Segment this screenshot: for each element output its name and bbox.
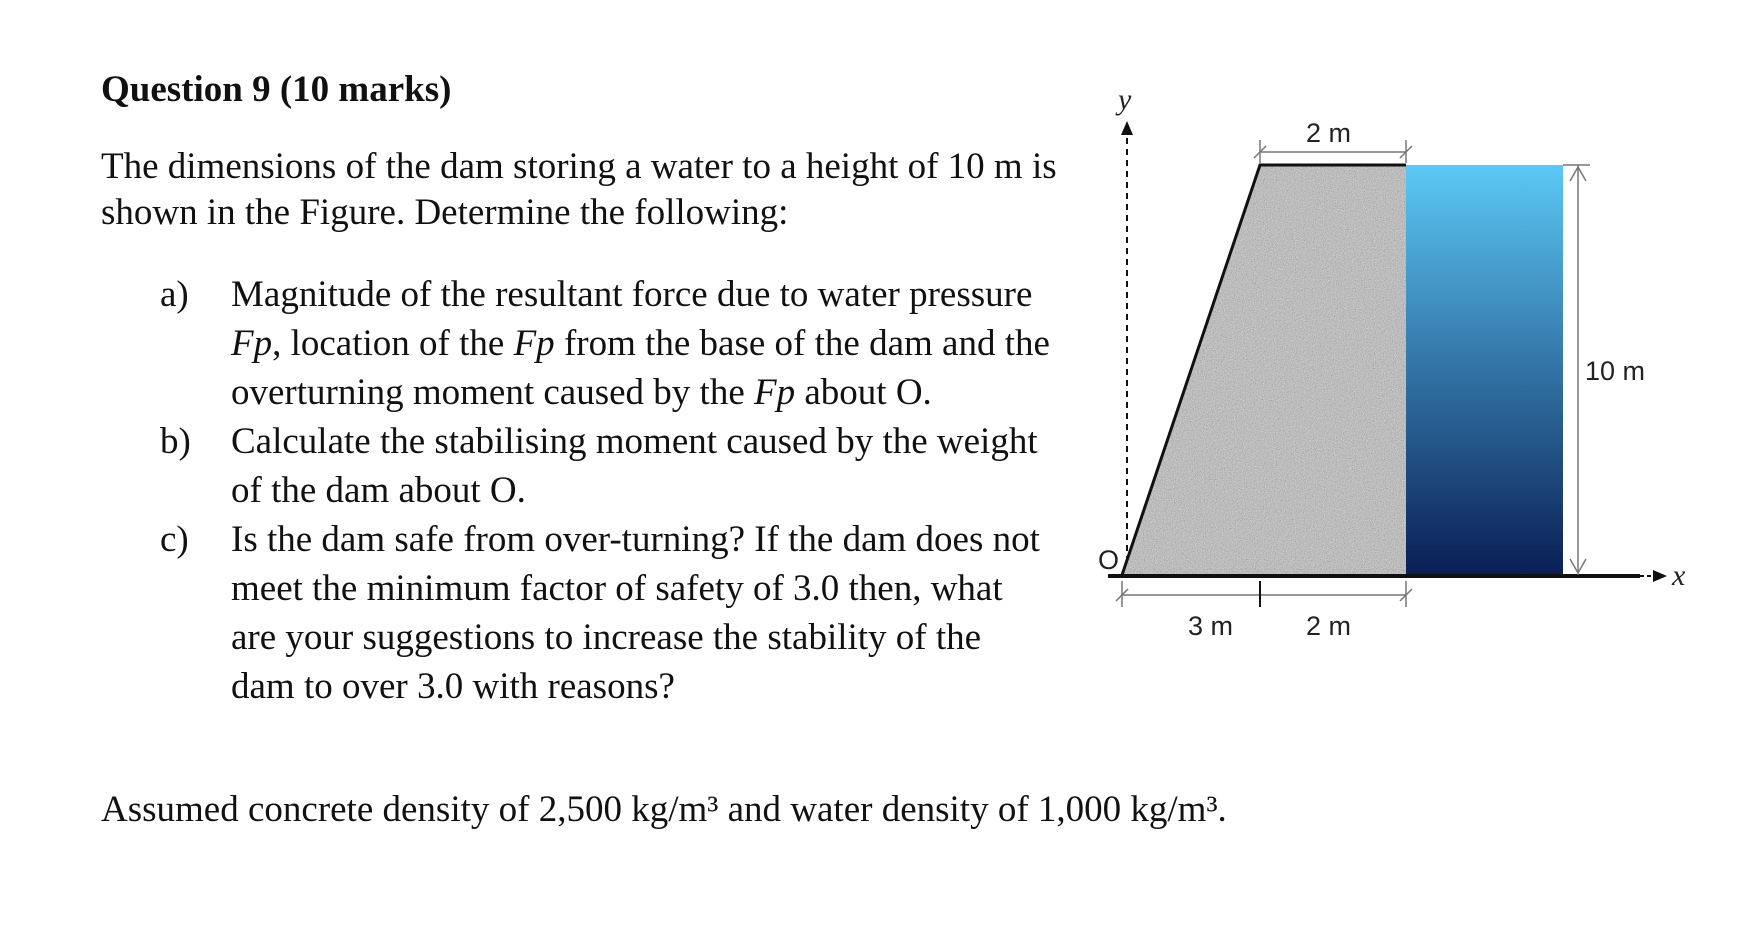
symbol-fp: Fp	[231, 323, 273, 364]
part-text	[231, 515, 1051, 711]
part-text	[231, 270, 1051, 417]
part-letter: a)	[160, 274, 189, 315]
question-intro: The dimensions of the dam storing a water to a height of 10 m is shown in the Figure. Determine the following:	[101, 146, 1057, 233]
y-axis-label: y	[1118, 85, 1132, 116]
height-label: 10 m	[1585, 356, 1646, 386]
part-letter: b)	[160, 421, 191, 462]
question-parts-list	[160, 270, 1060, 711]
symbol-fp: Fp	[513, 323, 555, 364]
part-text-segment: about O.	[795, 372, 932, 413]
part-text-segment: , location of the	[272, 323, 514, 364]
part-text-segment: Is the dam safe from over-turning? If the dam does not meet the minimum factor of safety of 3.0 then, what are your suggestions to increase the stability of the dam to over 3.0 with reasons?	[231, 519, 1040, 707]
dam-figure	[1080, 85, 1700, 685]
part-text-segment: Calculate the stabilising moment caused by the weight of the dam about O.	[231, 421, 1038, 511]
part-text-segment: Magnitude of the resultant force due to water pressure	[231, 274, 1033, 315]
origin-label: O	[1098, 545, 1120, 575]
dam-texture	[1122, 165, 1406, 575]
top-width-label: 2 m	[1306, 118, 1352, 148]
question-part-c	[160, 515, 1060, 711]
part-text-segment: from the base of the dam and the overturning moment caused by the	[231, 323, 1050, 413]
symbol-fp: Fp	[754, 372, 796, 413]
water-body	[1406, 165, 1563, 575]
question-part-b	[160, 417, 1060, 515]
question-part-a	[160, 270, 1060, 417]
base-right-label: 2 m	[1306, 611, 1352, 641]
dam-diagram	[1080, 85, 1700, 685]
question-title: Question 9 (10 marks)	[101, 69, 452, 110]
x-axis-arrow-icon	[1653, 570, 1667, 582]
part-letter: c)	[160, 519, 189, 560]
x-axis-label: x	[1672, 559, 1686, 592]
y-axis-arrow-icon	[1121, 121, 1133, 135]
part-text	[231, 417, 1051, 515]
base-left-label: 3 m	[1188, 611, 1234, 641]
density-assumption: Assumed concrete density of 2,500 kg/m³ and water density of 1,000 kg/m³.	[101, 789, 1227, 830]
